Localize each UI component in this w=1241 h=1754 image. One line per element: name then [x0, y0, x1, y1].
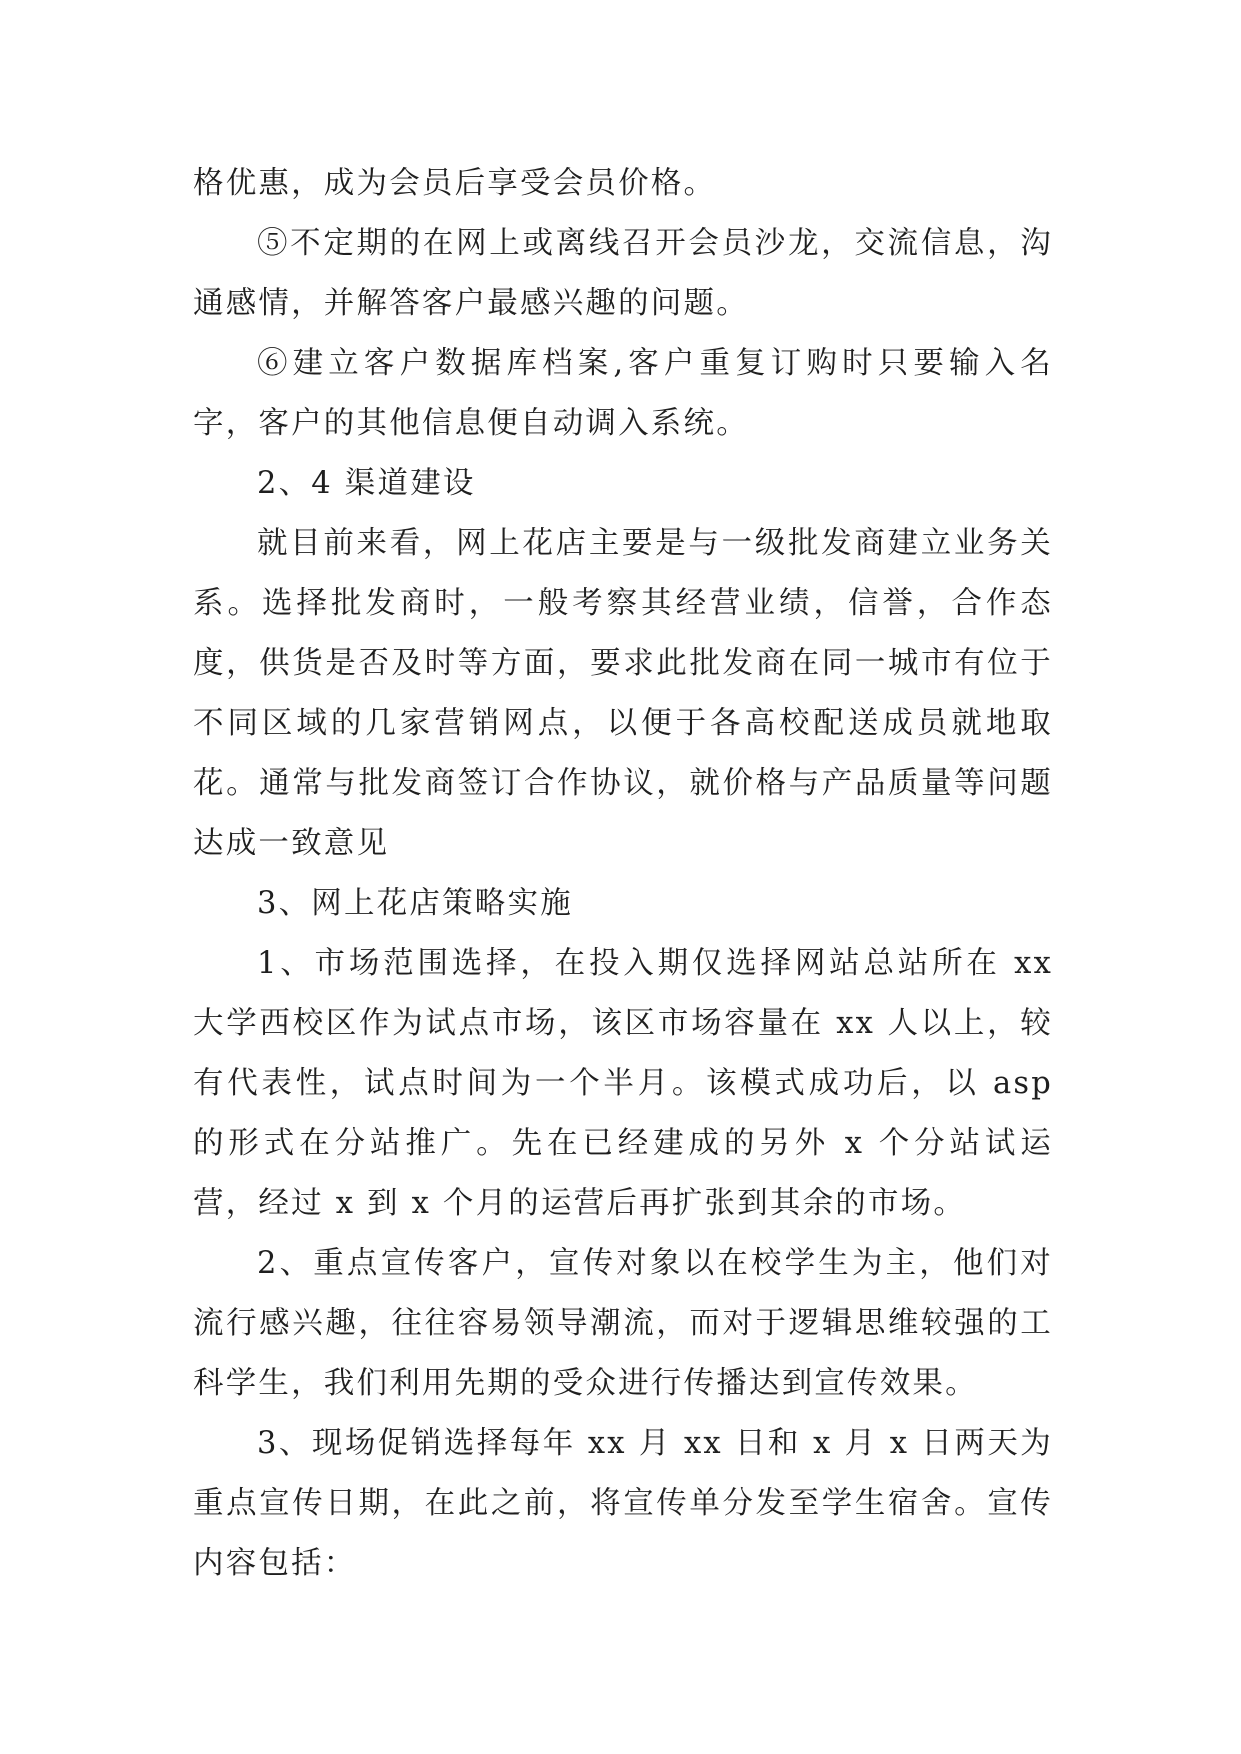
paragraph-member-pricing: 格优惠，成为会员后享受会员价格。 — [193, 166, 717, 201]
paragraph-member-salon: ⑤不定期的在网上或离线召开会员沙龙，交流信息，沟通感情，并解答客户最感兴趣的问题。 — [193, 226, 1053, 321]
document-body — [193, 154, 1053, 1594]
paragraph-onsite-promotion: 3、现场促销选择每年 xx 月 xx 日和 x 月 x 日两天为重点宣传日期，在此之前，将宣传单分发至学生宿舍。宣传内容包括： — [193, 1426, 1053, 1581]
section-heading-channel-building: 2、4 渠道建设 — [257, 466, 476, 501]
paragraph-customer-database: ⑥建立客户数据库档案,客户重复订购时只要输入名字，客户的其他信息便自动调入系统。 — [193, 346, 1053, 441]
paragraph-key-customers: 2、重点宣传客户，宣传对象以在校学生为主，他们对流行感兴趣，往往容易领导潮流，而对于逻辑思维较强的工科学生，我们利用先期的受众进行传播达到宣传效果。 — [193, 1246, 1053, 1401]
section-heading-strategy-implementation: 3、网上花店策略实施 — [257, 886, 573, 921]
paragraph-wholesaler-relations: 就目前来看，网上花店主要是与一级批发商建立业务关系。选择批发商时，一般考察其经营业绩，信誉，合作态度，供货是否及时等方面，要求此批发商在同一城市有位于不同区域的几家营销网点，以便于各高校配送成员就地取花。通常与批发商签订合作协议，就价格与产品质量等问题达成一致意见 — [193, 526, 1053, 861]
paragraph-market-scope: 1、市场范围选择，在投入期仅选择网站总站所在 xx 大学西校区作为试点市场，该区市场容量在 xx 人以上，较有代表性，试点时间为一个半月。该模式成功后，以 asp 的形式在分站推广。先在已经建成的另外 x 个分站试运营，经过 x 到 x 个月的运营后再扩张到其余的市场。 — [193, 946, 1053, 1221]
